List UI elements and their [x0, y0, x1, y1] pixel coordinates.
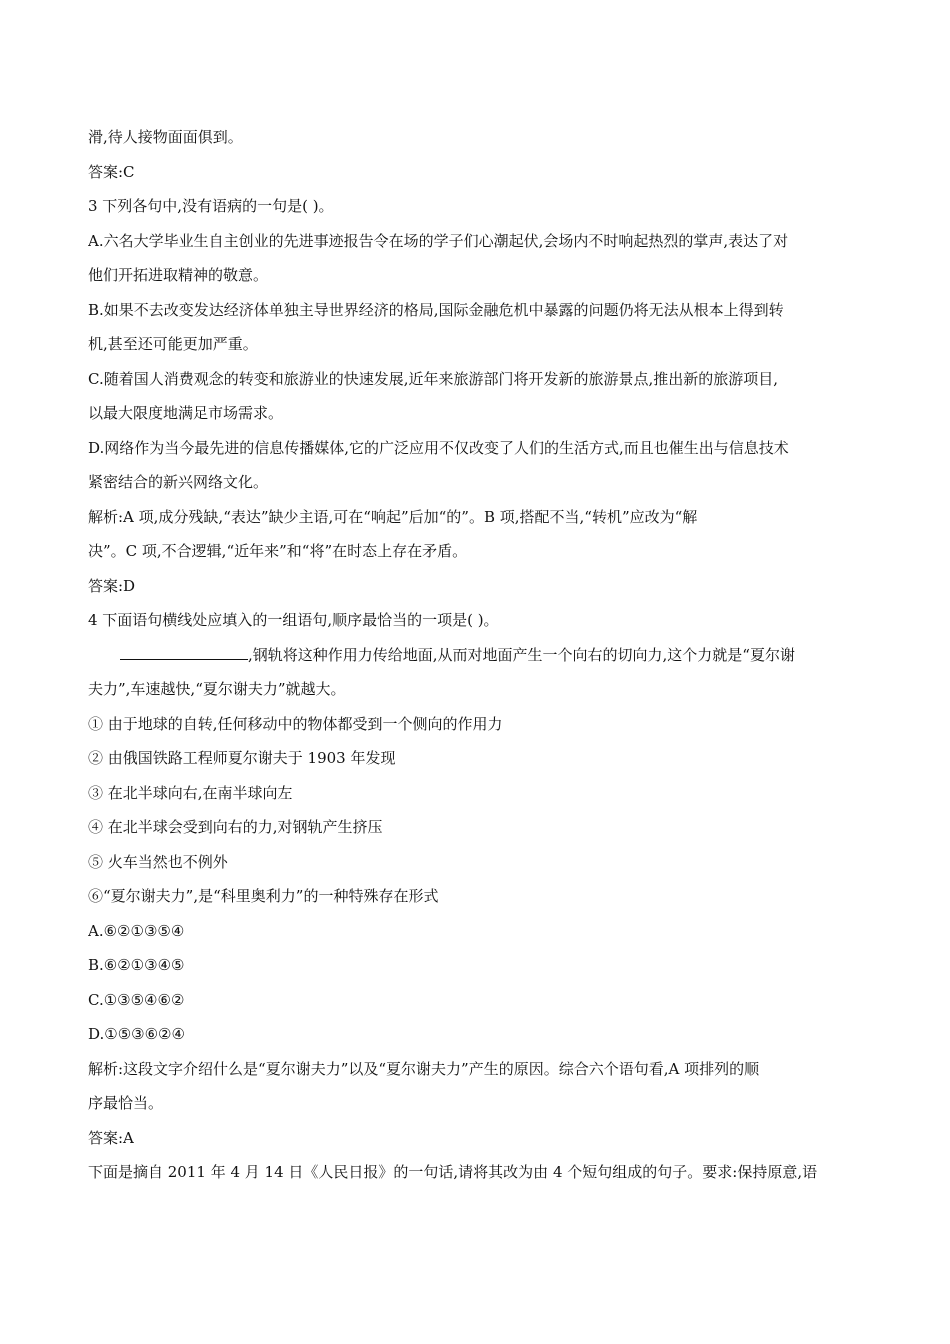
text-line: 滑,待人接物面面俱到。: [88, 128, 243, 146]
document-page: [88, 120, 888, 1190]
statement-1: ① 由于地球的自转,任何移动中的物体都受到一个侧向的作用力: [88, 714, 503, 733]
answer-line: 答案:D: [88, 576, 136, 595]
option-c-cont: 以最大限度地满足市场需求。: [88, 404, 284, 422]
option-b-cont: 机,甚至还可能更加严重。: [88, 335, 258, 353]
question-3-stem: 3 下列各句中,没有语病的一句是( )。: [88, 197, 334, 215]
fill-blank: [120, 645, 248, 660]
option-d-cont: 紧密结合的新兴网络文化。: [88, 473, 269, 491]
statement-6: ⑥“夏尔谢夫力”,是“科里奥利力”的一种特殊存在形式: [88, 887, 439, 905]
choice-d: D.①⑤③⑥②④: [88, 1025, 185, 1043]
question-4-stem: 4 下面语句横线处应填入的一组语句,顺序最恰当的一项是( )。: [88, 611, 499, 629]
option-b: B.如果不去改变发达经济体单独主导世界经济的格局,国际金融危机中暴露的问题仍将无法从根本上得到转: [88, 300, 784, 319]
answer-line: 答案:A: [88, 1128, 134, 1147]
option-a-cont: 他们开拓进取精神的敬意。: [88, 266, 269, 284]
analysis-line: 解析:这段文字介绍什么是“夏尔谢夫力”以及“夏尔谢夫力”产生的原因。综合六个语句看,A 项排列的顺: [88, 1059, 760, 1078]
choice-b: B.⑥②①③④⑤: [88, 956, 185, 974]
question-5-stem: 下面是摘自 2011 年 4 月 14 日《人民日报》的一句话,请将其改为由 4 个短句组成的句子。要求:保持原意,语: [88, 1163, 818, 1181]
statement-4: ④ 在北半球会受到向右的力,对钢轨产生挤压: [88, 818, 383, 836]
passage-line: [88, 638, 888, 673]
option-a: A.六名大学毕业生自主创业的先进事迹报告令在场的学子们心潮起伏,会场内不时响起热烈的掌声,表达了对: [88, 231, 789, 250]
option-c: C.随着国人消费观念的转变和旅游业的快速发展,近年来旅游部门将开发新的旅游景点,推出新的旅游项目,: [88, 369, 779, 388]
passage-line-cont: 夫力”,车速越快,“夏尔谢夫力”就越大。: [88, 680, 346, 698]
analysis-line-cont: 决”。C 项,不合逻辑,“近年来”和“将”在时态上存在矛盾。: [88, 542, 468, 560]
statement-5: ⑤ 火车当然也不例外: [88, 852, 228, 871]
analysis-line-cont: 序最恰当。: [88, 1094, 164, 1112]
choice-c: C.①③⑤④⑥②: [88, 990, 185, 1009]
passage-text: ,钢轨将这种作用力传给地面,从而对地面产生一个向右的切向力,这个力就是“夏尔谢: [248, 645, 795, 664]
analysis-line: 解析:A 项,成分残缺,“表达”缺少主语,可在“响起”后加“的”。B 项,搭配不当,“转机”应改为“解: [88, 507, 698, 526]
option-d: D.网络作为当今最先进的信息传播媒体,它的广泛应用不仅改变了人们的生活方式,而且也催生出与信息技术: [88, 438, 789, 457]
choice-a: A.⑥②①③⑤④: [88, 921, 185, 940]
answer-line: 答案:C: [88, 162, 135, 181]
statement-2: ② 由俄国铁路工程师夏尔谢夫于 1903 年发现: [88, 749, 396, 767]
statement-3: ③ 在北半球向右,在南半球向左: [88, 783, 293, 802]
